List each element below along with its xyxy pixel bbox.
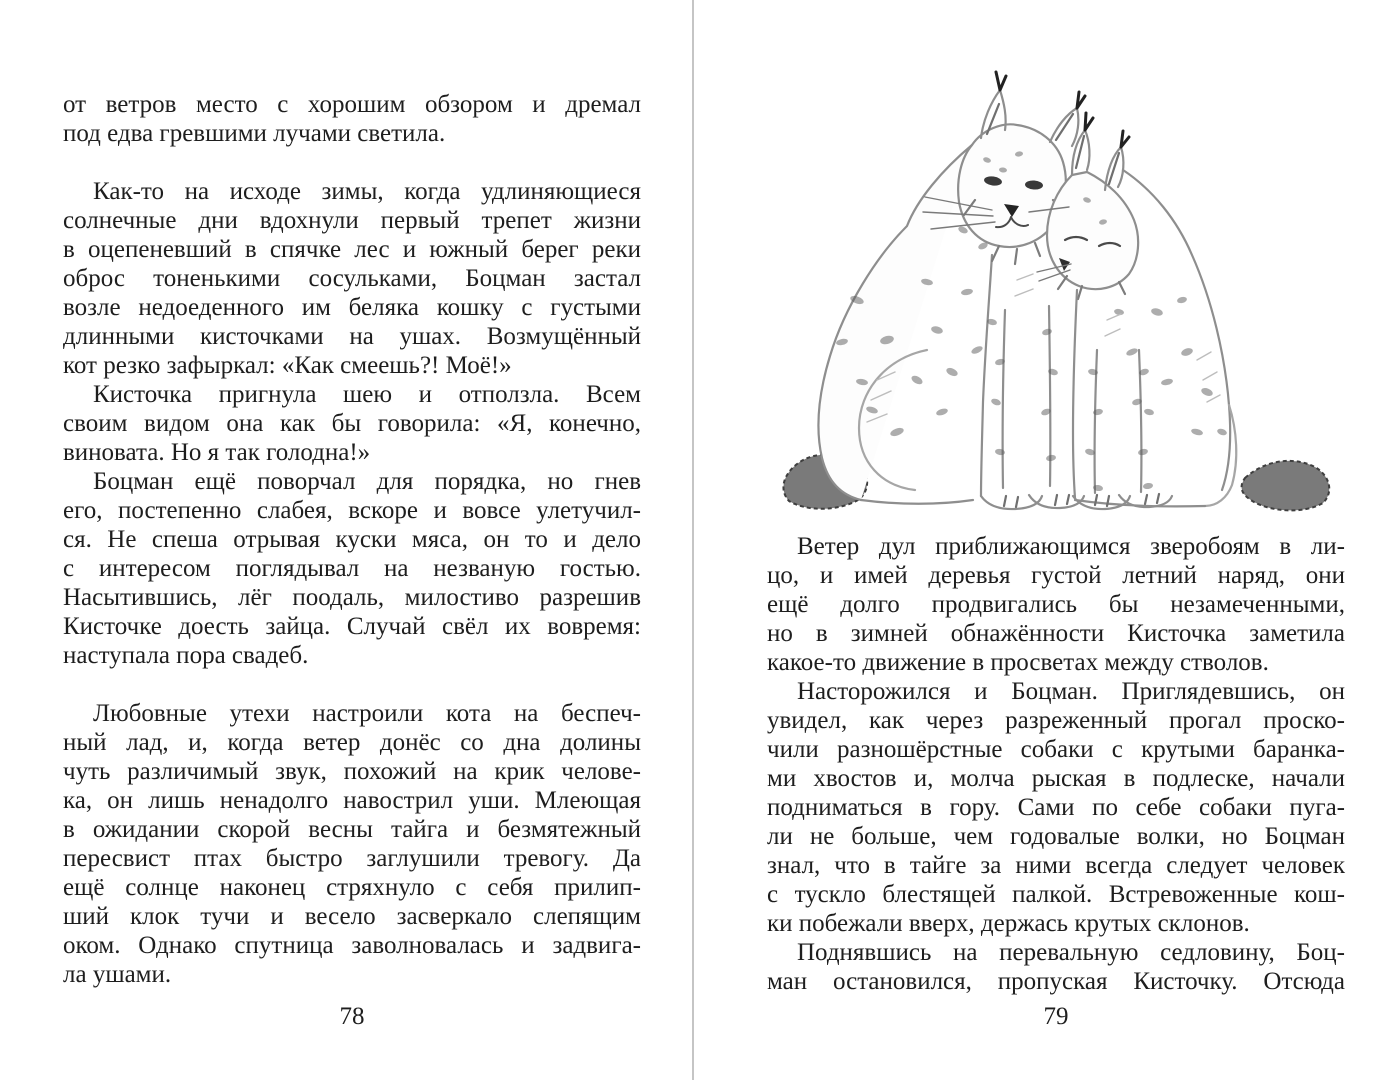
text-line: в оцепеневший в спячке лес и южный берег реки bbox=[63, 236, 641, 263]
text-line: ла ушами. bbox=[63, 961, 172, 988]
text-line: Насторожился и Боцман. Приглядевшись, он bbox=[797, 678, 1345, 705]
text-line: от ветров место с хорошим обзором и дремал bbox=[63, 91, 641, 118]
text-line: чили разношёрстные собаки с крутыми баранка- bbox=[767, 736, 1345, 763]
text-line: ший клок тучи и весело засверкало слепящим bbox=[63, 903, 641, 930]
text-line: Любовные утехи настроили кота на беспеч- bbox=[93, 700, 641, 727]
text-line: цо, и имей деревья густой летний наряд, они bbox=[767, 562, 1345, 589]
text-line: ми хвостов и, молча рыская в подлеске, начали bbox=[767, 765, 1345, 792]
text-line: с тускло блестящей палкой. Встревоженные кош- bbox=[767, 881, 1345, 908]
text-line: ли не больше, чем годовалые волки, но Боцман bbox=[767, 823, 1345, 850]
text-line: его, постепенно слабея, вскоре и вовсе улетучил- bbox=[63, 497, 641, 524]
paragraph bbox=[767, 677, 1345, 938]
text-line: Кисточке доесть зайца. Случай свёл их вовремя: bbox=[63, 613, 641, 640]
text-line: Кисточка пригнула шею и отползла. Всем bbox=[93, 381, 641, 408]
text-line: кот резко зафыркал: «Как смеешь?! Моё!» bbox=[63, 352, 512, 379]
text-line: ки побежали вверх, держась крутых склонов. bbox=[767, 910, 1250, 937]
text-line: но в зимней обнажённости Кисточка заметила bbox=[767, 620, 1345, 647]
text-line: оком. Однако спутница заволновалась и задвига- bbox=[63, 932, 641, 959]
text-line: Насытившись, лёг поодаль, милостиво разрешив bbox=[63, 584, 641, 611]
text-line: ещё солнце наконец стряхнуло с себя прилип- bbox=[63, 874, 641, 901]
text-line: ка, он лишь ненадолго навострил уши. Млеющая bbox=[63, 787, 641, 814]
text-line: знал, что в тайге за ними всегда следует человек bbox=[767, 852, 1345, 879]
left-page-text bbox=[63, 90, 641, 989]
text-line: оброс тоненькими сосульками, Боцман застал bbox=[63, 265, 641, 292]
text-line: в ожидании скорой весны тайга и безмятежный bbox=[63, 816, 641, 843]
text-line: длинными кисточками на ушах. Возмущённый bbox=[63, 323, 641, 350]
text-line: чуть различимый звук, похожий на крик челове- bbox=[63, 758, 641, 785]
lynx-illustration bbox=[767, 50, 1345, 520]
text-line: ся. Не спеша отрывая куски мяса, он то и дело bbox=[63, 526, 641, 553]
paragraph bbox=[767, 938, 1345, 996]
text-line: с интересом поглядывал на незваную гостью. bbox=[63, 555, 641, 582]
text-line: ман остановился, пропуская Кисточку. Отсюда bbox=[767, 968, 1345, 995]
text-line: Поднявшись на перевальную седловину, Боц- bbox=[797, 939, 1345, 966]
text-line: своим видом она как бы говорила: «Я, конечно, bbox=[63, 410, 641, 437]
paragraph bbox=[63, 177, 641, 380]
text-line: под едва гревшими лучами светила. bbox=[63, 120, 446, 147]
text-line: Боцман ещё поворчал для порядка, но гнев bbox=[93, 468, 641, 495]
text-line: какое-то движение в просветах между стволов. bbox=[767, 649, 1269, 676]
paragraph bbox=[63, 467, 641, 670]
text-line: Ветер дул приближающимся зверобоям в ли- bbox=[797, 533, 1345, 560]
paragraph bbox=[767, 532, 1345, 677]
text-line: увидел, как через разреженный прогал проско- bbox=[767, 707, 1345, 734]
text-line: Как-то на исходе зимы, когда удлиняющиеся bbox=[93, 178, 641, 205]
right-page-text bbox=[767, 532, 1345, 996]
text-line: солнечные дни вдохнули первый трепет жизни bbox=[63, 207, 641, 234]
page-divider bbox=[692, 0, 694, 1080]
text-line: виновата. Но я так голодна!» bbox=[63, 439, 371, 466]
page-number: 78 bbox=[339, 1003, 365, 1030]
paragraph bbox=[63, 380, 641, 467]
text-line: возле недоеденного им беляка кошку с густыми bbox=[63, 294, 641, 321]
text-line: подниматься в гору. Сами по себе собаки пуга- bbox=[767, 794, 1345, 821]
text-line: ный лад, и, когда ветер донёс со дна долины bbox=[63, 729, 641, 756]
text-line: пересвист птах быстро заглушили тревогу. Да bbox=[63, 845, 641, 872]
paragraph bbox=[63, 699, 641, 989]
text-line: наступала пора свадеб. bbox=[63, 642, 309, 669]
paragraph bbox=[63, 90, 641, 148]
page-number: 79 bbox=[1043, 1003, 1069, 1030]
text-line: ещё долго продвигались бы незамеченными, bbox=[767, 591, 1345, 618]
